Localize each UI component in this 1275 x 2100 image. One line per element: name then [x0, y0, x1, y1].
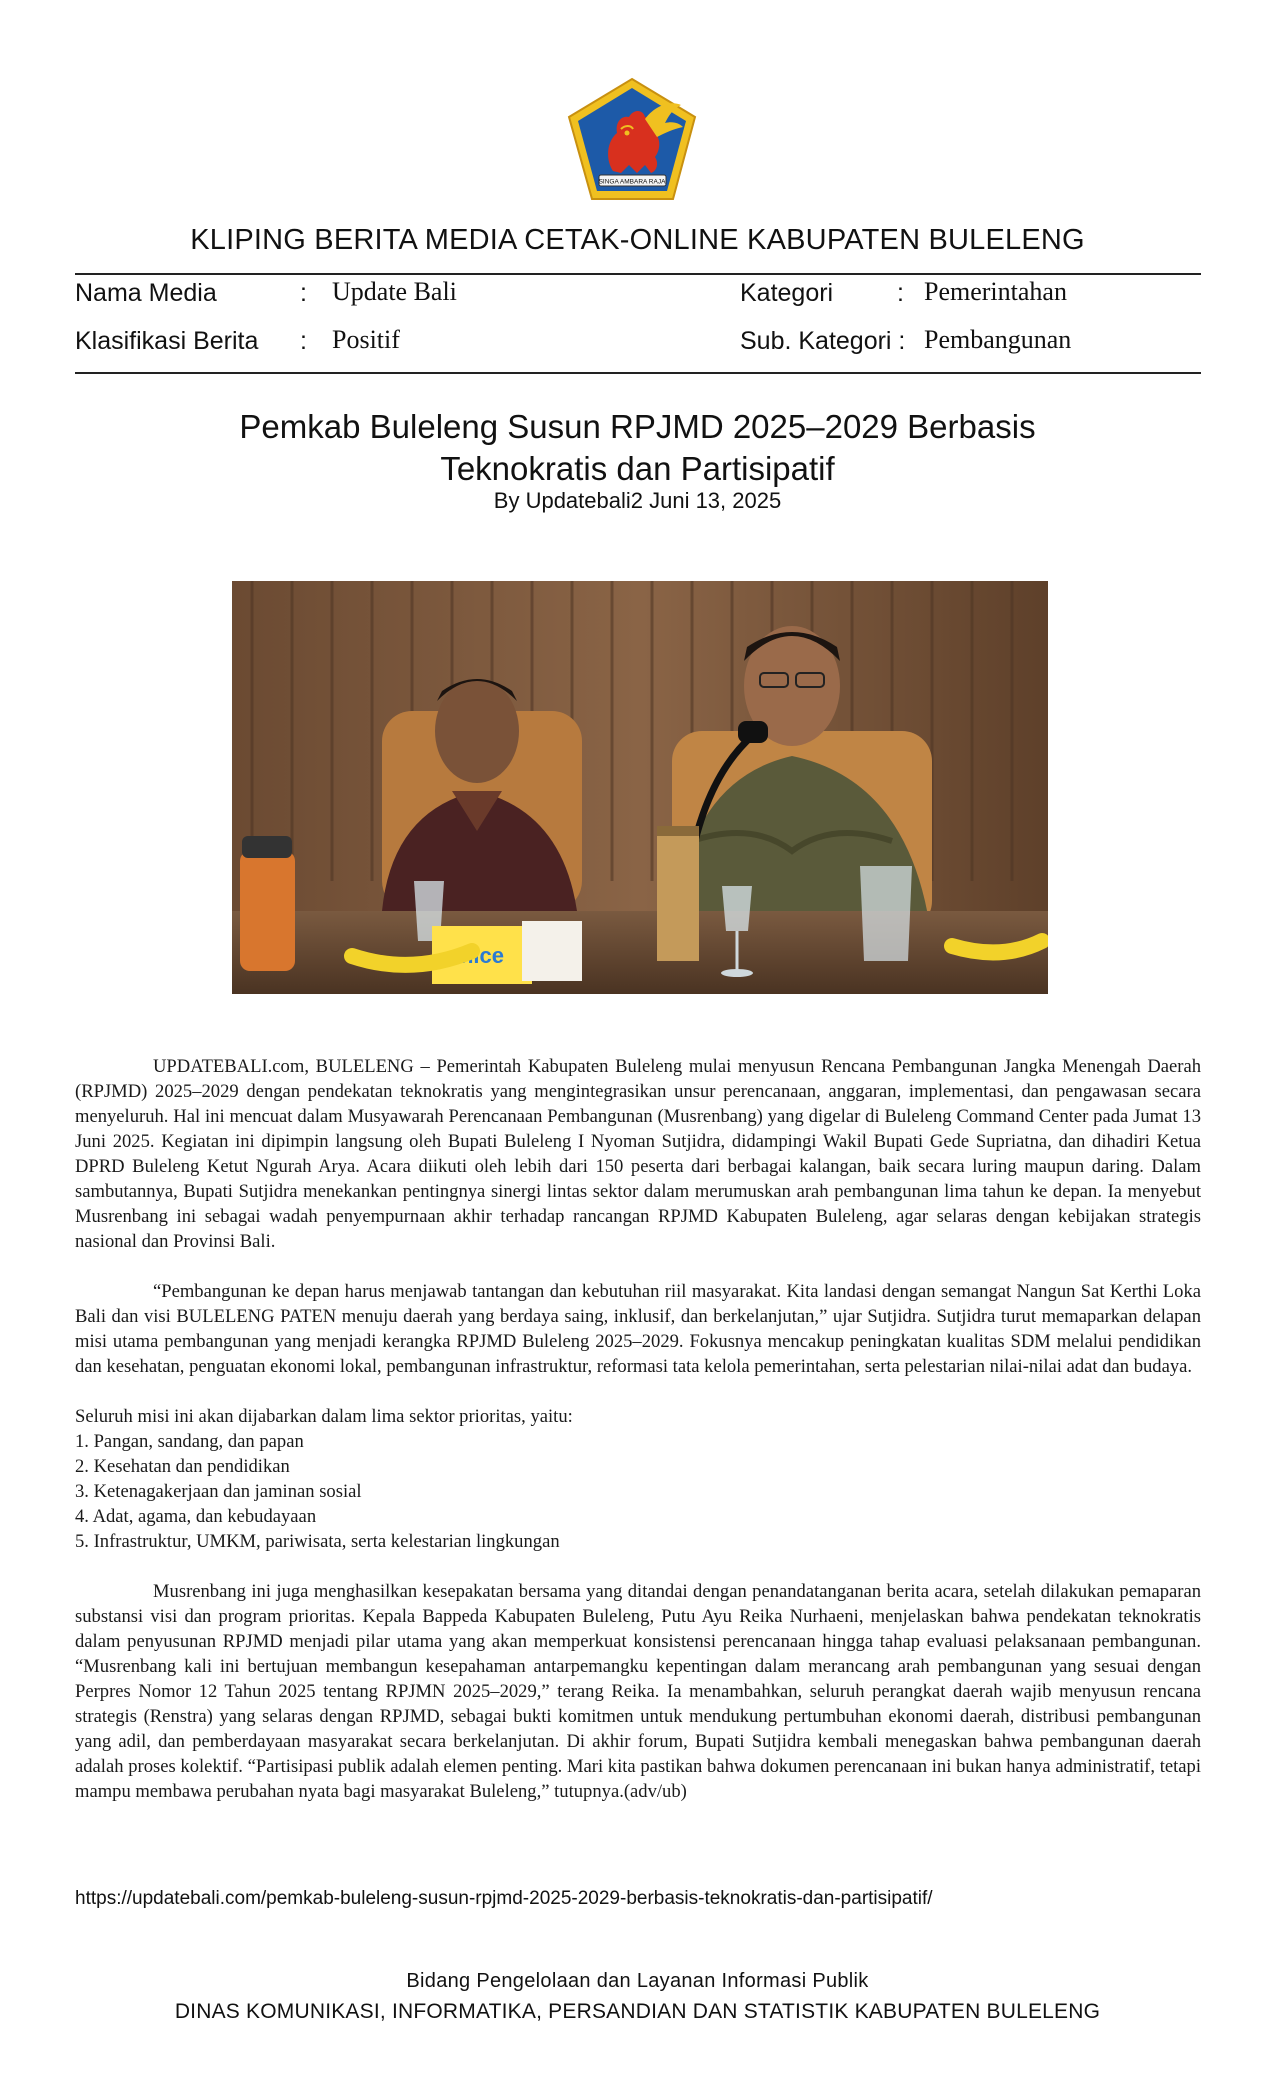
article-body — [75, 1054, 1201, 1804]
article-title — [0, 406, 1275, 490]
article-title-line-1: Pemkab Buleleng Susun RPJMD 2025–2029 Berbasis — [239, 408, 1036, 445]
article-byline: By Updatebali2 Juni 13, 2025 — [493, 488, 782, 513]
klasifikasi-label: Klasifikasi Berita — [75, 327, 259, 355]
priority-list-item: 3. Ketenagakerjaan dan jaminan sosial — [75, 1481, 362, 1502]
list-intro: Seluruh misi ini akan dijabarkan dalam lima sektor prioritas, yaitu: — [75, 1406, 573, 1427]
singa-ambara-raja-logo — [565, 75, 700, 205]
clipping-title: KLIPING BERITA MEDIA CETAK-ONLINE KABUPATEN BULELENG — [190, 224, 1085, 256]
paragraph-2: “Pembangunan ke depan harus menjawab tantangan dan kebutuhan riil masyarakat. Kita landasi dengan semangat Nangun Sat Kerthi Loka Bali dan visi BULELENG PATEN menuju daerah yang berdaya saing, inklusif, dan berkelanjutan,” ujar Sutjidra. Sutjidra turut memaparkan delapan misi utama pembangunan yang menjadi kerangka RPJMD Buleleng 2025–2029. Fokusnya mencakup peningkatan kualitas SDM melalui pendidikan dan kesehatan, penguatan ekonomi lokal, pembangunan infrastruktur, reformasi tata kelola pemerintahan, serta pelestarian nilai-nilai adat dan budaya. — [75, 1281, 1201, 1377]
priority-list-item: 4. Adat, agama, dan kebudayaan — [75, 1506, 317, 1527]
paragraph-1: UPDATEBALI.com, BULELENG – Pemerintah Kabupaten Buleleng mulai menyusun Rencana Pembangunan Jangka Menengah Daerah (RPJMD) 2025–2029 dengan pendekatan teknokratis yang mengintegrasikan unsur perencanaan, anggaran, implementasi, dan pengawasan secara menyeluruh. Hal ini mencuat dalam Musyawarah Perencanaan Pembangunan (Musrenbang) yang digelar di Buleleng Command Center pada Jumat 13 Juni 2025. Kegiatan ini dipimpin langsung oleh Bupati Buleleng I Nyoman Sutjidra, didampingi Wakil Bupati Gede Supriatna, dan dihadiri Ketua DPRD Buleleng Ketut Ngurah Arya. Acara diikuti oleh lebih dari 150 peserta dari berbagai kalangan, baik secara luring maupun daring. Dalam sambutannya, Bupati Sutjidra menekankan pentingnya sinergi lintas sektor dalam merumuskan arah pembangunan lima tahun ke depan. Ia menyebut Musrenbang ini sebagai wadah penyempurnaan akhir terhadap rancangan RPJMD Kabupaten Buleleng, agar selaras dengan kebijakan strategis nasional dan Provinsi Bali. — [75, 1056, 1201, 1252]
subkategori-value: Pembangunan — [924, 325, 1072, 354]
subkategori-label: Sub. Kategori : — [740, 327, 906, 355]
paragraph-3: Musrenbang ini juga menghasilkan kesepakatan bersama yang ditandai dengan penandatanganan berita acara, setelah dilakukan pemaparan substansi visi dan program prioritas. Kepala Bappeda Kabupaten Buleleng, Putu Ayu Reika Nurhaeni, menjelaskan bahwa pendekatan teknokratis dalam penyusunan RPJMD menjadi pilar utama yang akan memperkuat konsistensi perencanaan hingga tahap evaluasi pelaksanaan pembangunan. “Musrenbang kali ini bertujuan membangun kesepahaman antarpemangku kepentingan dalam merancang arah pembangunan yang sesuai dengan Perpres Nomor 12 Tahun 2025 tentang RPJMN 2025–2029,” terang Reika. Ia menambahkan, seluruh perangkat daerah wajib menyusun rencana strategis (Renstra) yang selaras dengan RPJMD, sebagai bukti komitmen untuk mendukung pertumbuhan ekonomi daerah, distribusi pembangunan yang adil, dan pemberdayaan masyarakat secara berkelanjutan. Di akhir forum, Bupati Sutjidra kembali menegaskan bahwa pembangunan daerah adalah proses kolektif. “Partisipasi publik adalah elemen penting. Mari kita pastikan bahwa dokumen perencanaan ini bukan hanya administratif, tetapi mampu membawa perubahan nyata bagi masyarakat Buleleng,” tutupnya.(adv/ub) — [75, 1581, 1201, 1802]
priority-list-item: 5. Infrastruktur, UMKM, pariwisata, serta kelestarian lingkungan — [75, 1531, 560, 1552]
media-value: Update Bali — [332, 277, 457, 306]
news-photo — [232, 581, 1048, 994]
footer-agency: DINAS KOMUNIKASI, INFORMATIKA, PERSANDIAN DAN STATISTIK KABUPATEN BULELENG — [174, 2000, 1101, 2023]
footer-division: Bidang Pengelolaan dan Layanan Informasi Publik — [406, 1970, 869, 1992]
kategori-value: Pemerintahan — [924, 277, 1067, 306]
logo-motto: SINGA AMBARA RAJA — [598, 178, 666, 186]
klasifikasi-value: Positif — [332, 325, 400, 354]
priority-list-item: 1. Pangan, sandang, dan papan — [75, 1431, 304, 1452]
media-colon: : — [300, 279, 307, 307]
divider-top — [75, 273, 1201, 275]
priority-list-item: 2. Kesehatan dan pendidikan — [75, 1456, 290, 1477]
source-url[interactable]: https://updatebali.com/pemkab-buleleng-susun-rpjmd-2025-2029-berbasis-teknokratis-dan-partisipatif/ — [75, 1888, 933, 1909]
media-label: Nama Media — [75, 279, 217, 307]
article-title-line-2: Teknokratis dan Partisipatif — [440, 450, 835, 487]
kategori-label: Kategori — [740, 279, 834, 307]
divider-bottom — [75, 372, 1201, 374]
klasifikasi-colon: : — [300, 327, 307, 355]
kategori-colon: : — [897, 279, 904, 307]
snack-label: nice — [459, 943, 505, 968]
